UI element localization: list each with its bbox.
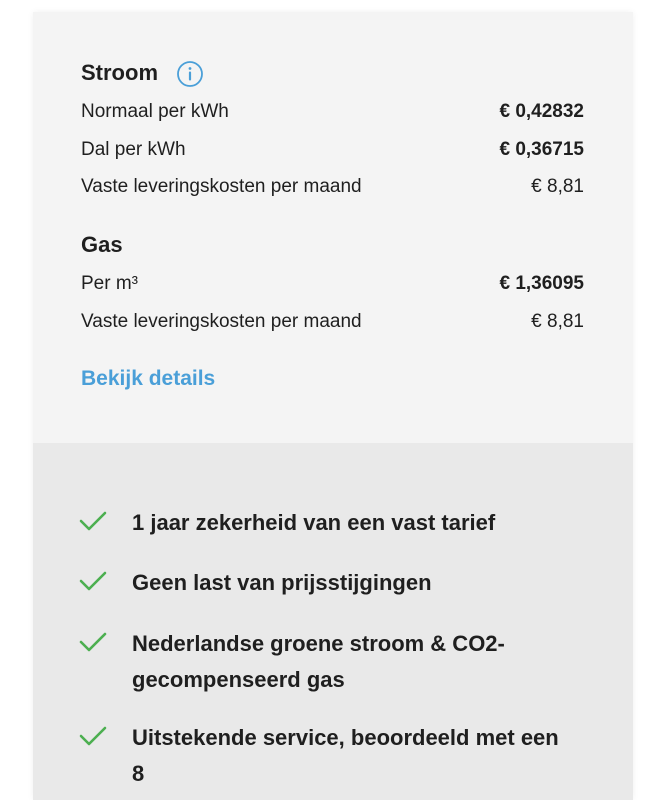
price-value: € 0,42832	[499, 101, 584, 122]
benefit-text: Nederlandse groene stroom & CO2-gecompenseerd gas	[132, 631, 505, 692]
stroom-row-normaal	[81, 98, 584, 126]
check-icon	[78, 630, 108, 654]
price-section	[33, 12, 633, 443]
price-label: Vaste leveringskosten per maand	[81, 176, 362, 197]
benefits-section	[33, 443, 633, 800]
price-label: Per m³	[81, 273, 138, 294]
price-value: € 0,36715	[499, 139, 584, 160]
info-circle-icon[interactable]	[176, 60, 204, 88]
tariff-card	[33, 12, 633, 800]
gas-row-vaste-kosten	[81, 308, 584, 336]
benefit-text: Geen last van prijsstijgingen	[132, 570, 432, 595]
check-icon	[78, 509, 108, 533]
price-value: € 1,36095	[499, 273, 584, 294]
price-label: Normaal per kWh	[81, 101, 229, 122]
benefit-text: 1 jaar zekerheid van een vast tarief	[132, 510, 496, 535]
benefit-text: Uitstekende service, beoordeeld met een 8	[132, 725, 559, 786]
price-label: Vaste leveringskosten per maand	[81, 311, 362, 332]
price-label: Dal per kWh	[81, 139, 186, 160]
stroom-row-vaste-kosten	[81, 173, 584, 201]
gas-title: Gas	[81, 232, 123, 257]
bekijk-details-link[interactable]: Bekijk details	[81, 367, 216, 390]
stroom-title: Stroom	[81, 60, 158, 85]
check-icon	[78, 724, 108, 748]
stroom-row-dal	[81, 136, 584, 164]
price-value: € 8,81	[531, 311, 584, 332]
check-icon	[78, 569, 108, 593]
gas-row-per-m3	[81, 270, 584, 298]
price-value: € 8,81	[531, 176, 584, 197]
